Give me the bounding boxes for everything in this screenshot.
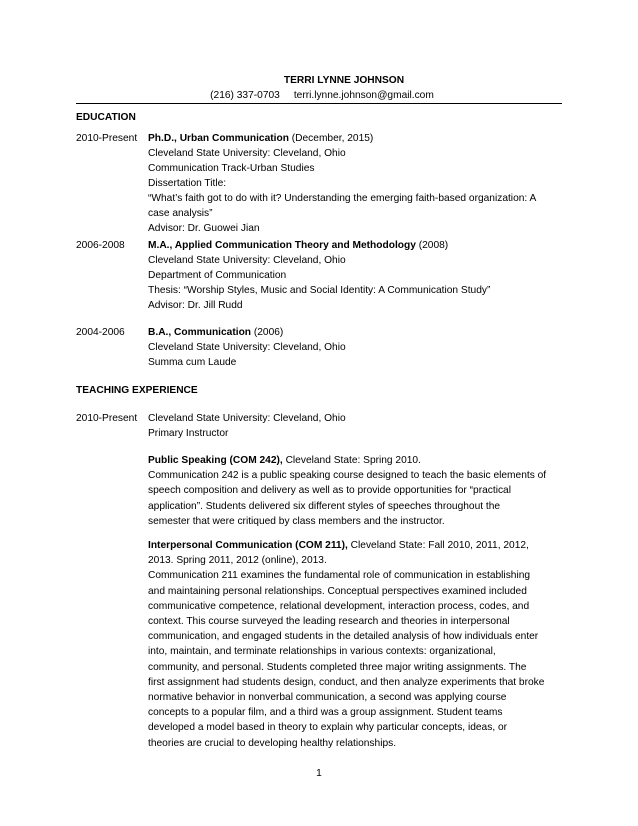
course-line: 2013. Spring 2011, 2012 (online), 2013.	[148, 555, 327, 567]
candidate-name: TERRI LYNNE JOHNSON	[283, 75, 405, 86]
degree-detail: (2006)	[251, 327, 284, 338]
entry-date: 2010-Present	[76, 413, 138, 424]
degree-line	[148, 131, 568, 146]
course-body	[148, 538, 568, 751]
course-heading	[148, 453, 568, 468]
entry-line: Dissertation Title:	[148, 178, 227, 189]
degree-title: Ph.D., Urban Communication	[148, 133, 289, 144]
course-title: Public Speaking (COM 242),	[148, 455, 283, 466]
email-address[interactable]: terri.lynne.johnson@gmail.com	[293, 90, 434, 101]
header-divider	[76, 103, 562, 104]
entry-line: Advisor: Dr. Guowei Jian	[148, 223, 260, 234]
entry-line: Primary Instructor	[148, 428, 229, 439]
course-line: context. This course surveyed the leading research and theories in interpersonal	[148, 616, 510, 628]
course-heading	[148, 538, 568, 553]
entry-body	[148, 325, 568, 370]
entry-body	[148, 411, 568, 441]
course-line: first assignment had students design, conduct, and then analyze experiments that broke	[148, 676, 545, 688]
page-number: 1	[316, 768, 322, 779]
phone-number: (216) 337-0703	[210, 90, 280, 101]
degree-detail: (December, 2015)	[288, 133, 374, 144]
section-title-teaching: TEACHING EXPERIENCE	[76, 385, 198, 396]
course-line: concepts to a popular film, and a third was a group assignment. Student teams	[148, 707, 503, 719]
course-line: communication, and engaged students in the detailed analysis of how individuals enter	[148, 631, 539, 643]
entry-date: 2006-2008	[76, 240, 125, 251]
entry-line: Communication Track-Urban Studies	[148, 163, 315, 174]
degree-title: B.A., Communication	[148, 327, 252, 338]
degree-line	[148, 325, 568, 340]
entry-body	[148, 131, 568, 236]
degree-title: M.A., Applied Communication Theory and Methodology	[148, 240, 416, 251]
course-line: normative behavior in nonverbal communication, a second was applying course	[148, 692, 507, 704]
entry-date: 2004-2006	[76, 327, 125, 338]
entry-line: Summa cum Laude	[148, 357, 237, 368]
resume-header	[0, 74, 638, 103]
course-line: Communication 242 is a public speaking course designed to teach the basic elements of	[148, 470, 547, 482]
entry-line: Cleveland State University: Cleveland, Ohio	[148, 148, 346, 159]
entry-line: “What’s faith got to do with it? Understanding the emerging faith-based organization: A	[148, 193, 537, 204]
entry-line: Thesis: “Worship Styles, Music and Social Identity: A Communication Study”	[148, 285, 491, 296]
entry-line: Cleveland State University: Cleveland, Ohio	[148, 342, 346, 353]
course-line: into, maintain, and terminate relationships in various contexts: organizational,	[148, 646, 496, 658]
section-title-education: EDUCATION	[76, 112, 136, 123]
course-title: Interpersonal Communication (COM 211),	[148, 540, 348, 551]
entry-body	[148, 238, 568, 313]
course-term: Cleveland State: Fall 2010, 2011, 2012,	[347, 540, 529, 551]
course-line: and maintaining personal relationships. Conceptual perspectives examined included	[148, 585, 527, 597]
course-line: semester that were critiqued by class members and the instructor.	[148, 515, 445, 527]
entry-date: 2010-Present	[76, 133, 138, 144]
course-line: speech composition and delivery as well as to provide opportunities for “practical	[148, 485, 511, 497]
course-body	[148, 453, 568, 529]
entry-line: case analysis”	[148, 208, 213, 219]
course-line: application”. Students delivered six different styles of speeches throughout the	[148, 500, 501, 512]
course-line: communicative competence, relational development, interaction process, codes, and	[148, 600, 530, 612]
course-line: developed a model based in theory to explain why particular concepts, ideas, or	[148, 722, 508, 734]
course-line: community, and personal. Students completed three major writing assignments. The	[148, 661, 527, 673]
contact-line	[6, 88, 638, 103]
course-line: theories are crucial to developing healthy relationships.	[148, 737, 397, 749]
course-line: Communication 211 examines the fundamental role of communication in establishing	[148, 570, 531, 582]
entry-line: Department of Communication	[148, 270, 287, 281]
entry-line: Cleveland State University: Cleveland, Ohio	[148, 255, 346, 266]
degree-line	[148, 238, 568, 253]
entry-line: Advisor: Dr. Jill Rudd	[148, 300, 243, 311]
degree-detail: (2008)	[415, 240, 449, 251]
entry-line: Cleveland State University: Cleveland, Ohio	[148, 413, 346, 424]
course-term: Cleveland State: Spring 2010.	[282, 455, 421, 466]
